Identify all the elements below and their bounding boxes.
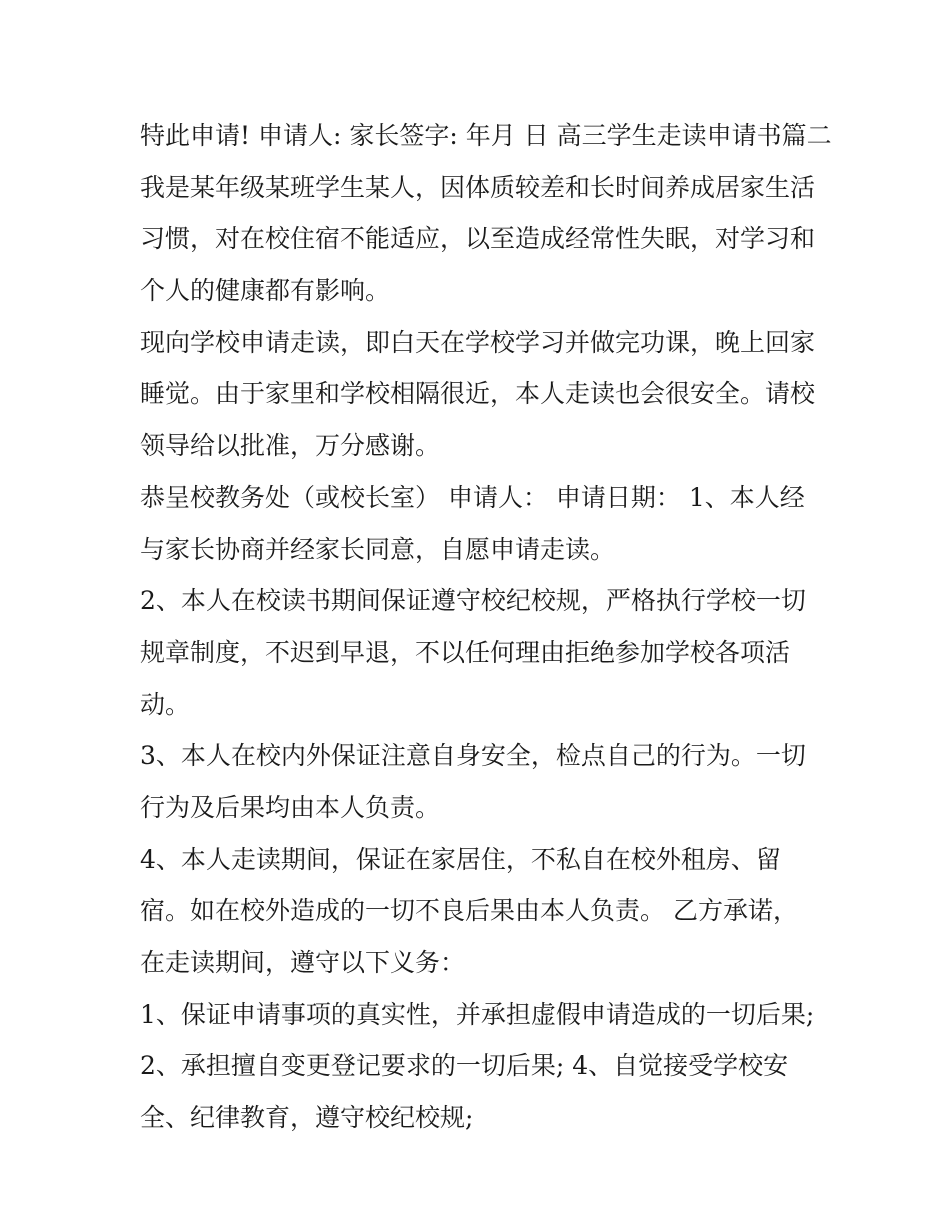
- text-line: 2、承担擅自变更登记要求的一切后果; 4、自觉接受学校安: [140, 1051, 789, 1081]
- text-line: 我是某年级某班学生某人，因体质较差和长时间养成居家生活: [140, 172, 816, 202]
- text-line: 4、本人走读期间，保证在家居住，不私自在校外租房、留: [140, 844, 781, 874]
- text-line: 恭呈校教务处（或校长室） 申请人： 申请日期： 1、本人经: [140, 482, 805, 512]
- text-line: 全、纪律教育，遵守校纪校规;: [140, 1103, 474, 1133]
- text-line: 现向学校申请走读，即白天在学校学习并做完功课，晚上回家: [140, 327, 816, 357]
- text-line: 2、本人在校读书期间保证遵守校纪校规，严格执行学校一切: [140, 586, 806, 616]
- document-body: [140, 110, 832, 1144]
- text-line: 3、本人在校内外保证注意自身安全，检点自己的行为。一切: [140, 741, 806, 771]
- text-line: 习惯，对在校住宿不能适应，以至造成经常性失眠，对学习和: [140, 224, 816, 254]
- text-line: 睡觉。由于家里和学校相隔很近，本人走读也会很安全。请校: [140, 379, 816, 409]
- text-line: 1、保证申请事项的真实性，并承担虚假申请造成的一切后果;: [140, 999, 815, 1029]
- text-line: 领导给以批准，万分感谢。: [140, 431, 441, 461]
- text-line: 个人的健康都有影响。: [140, 276, 391, 306]
- text-line: 在走读期间，遵守以下义务：: [140, 948, 466, 977]
- text-line: 行为及后果均由本人负责。: [140, 792, 441, 822]
- text-line: 宿。如在校外造成的一切不良后果由本人负责。 乙方承诺，: [140, 896, 798, 926]
- text-line: 特此申请! 申请人: 家长签字: 年月 日 高三学生走读申请书篇二: [140, 121, 832, 150]
- text-line: 与家长协商并经家长同意，自愿申请走读。: [140, 534, 616, 564]
- text-line: 规章制度，不迟到早退，不以任何理由拒绝参加学校各项活: [140, 637, 791, 667]
- text-line: 动。: [140, 689, 191, 719]
